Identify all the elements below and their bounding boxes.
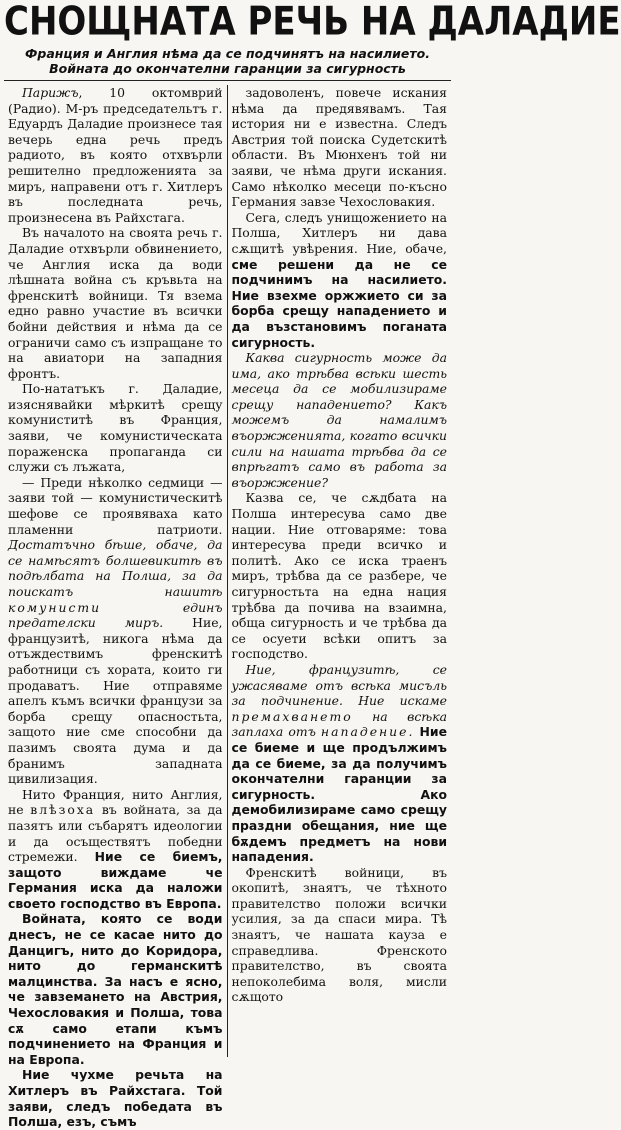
text-run: нападение. [320,724,415,740]
article-paragraph [8,85,223,225]
article-paragraph [232,490,448,662]
text-run: Ние, французитѣ, никога нѣма да отъждествимъ френскитѣ работници съ хората, които ги продаватъ. Ние отправяме апелъ къмъ всички французи за борба срещу опасностьта, защото ние сме способни да пазимъ своята дума и да бранимъ западната цивилизация. [8,615,223,787]
text-run: Каква сигурность може да има, ако трѣбва всѣки шесть месеца да се мобилизираме срещу нападението? Какъ можемъ да намалимъ въоржженията, когато всички сили на нашата трѣбва да се впрѣгатъ само въ работа за въоржжение? [231,350,447,490]
text-run: единъ предателски миръ. [8,599,223,631]
text-run: на всѣка заплаха отъ [231,708,447,740]
column-right [228,85,452,1057]
text-run: Сега, следъ унищожението на Полша, Хитлеръ ни дава сѫщитѣ увѣрения. Ние, обаче, [231,209,447,256]
article-body [4,85,451,1130]
text-run: Ние чухме речьта на Хитлеръ въ Райхстага. Той заяви, следъ победата въ Полша, езъ, съмъ [8,1067,223,1130]
text-run: Достатъчно бѣше, обаче, да се намѣсятъ болшевикитѣ въ подѣлбата на Полша, за да поискатъ нашитѣ [8,537,223,599]
text-run: По-нататъкъ г. Даладие, изяснявайки мѣркитѣ срещу комуниститѣ въ Франция, заяви, че комунистическата пораженска пропаганда си служи съ лъжата, [8,381,223,475]
text-run: — Преди нѣколко седмици — заяви той — комунистическитѣ шефове се проявяваха като пламенни патриоти. [8,474,223,537]
text-run: Ние, французитѣ, се ужасяваме отъ всѣка мисъль за подчинение. Ние искаме [231,661,447,709]
text-run: Казва се, че сѫдбата на Полша интересува само две нации. Ние отговаряме: това интересува преди всичко и политѣ. Ако се иска траенъ миръ, трѣбва да се разбере, че сигурностьта на една нация трѣбва да почива на взаимна, обща сигурность и че трѣбва да се осуети всѣки опитъ за господство. [231,490,447,662]
text-run: Нито Франция, нито Англия, не [8,786,223,818]
article-paragraph [232,865,448,1005]
article-paragraph [8,1067,223,1129]
text-run: Въ началото на своята речь г. Даладие отхвърли обвинението, че Англия иска да води лѣшната война съ кръвьта на френскитѣ войници. Тя взема едно равно участие въ всички бойни действия и нѣма да се ограничи само съ изпращане то на авиатори на западния фронтъ. [8,225,223,381]
text-run: сме решени да не се подчинимъ на насилието. Ние взехме оржжието си за борба срещу нападението и да възстановимъ поганата сигурность. [231,256,447,350]
article-paragraph [8,381,223,475]
article-paragraph [232,662,448,865]
text-run: Ние се биемъ, защото виждаме че Германия иска да наложи своето господство въ Европа. [8,849,223,911]
text-run: въ войната, за да пазятъ или събарятъ идеологии и да осъществятъ победни стремежи. [8,802,223,865]
article-paragraph [8,787,223,912]
text-run: Френскитѣ войници, въ окопитѣ, знаятъ, че тѣхното правителство положи всички усилия, за да спаси мира. Тѣ знаятъ, че нашата кауза е справедлива. Френското правителство, въ своята непоколебима воля, мисли сѫщото [231,864,447,1005]
article-paragraph [232,210,448,350]
headline: СНОЩНАТА РЕЧЬ НА ДАЛАДИЕ [4,0,621,46]
divider [4,80,451,81]
column-left [4,85,228,1130]
text-run: , 10 октомврий (Радио). М-ръ председательтъ г. Едуардъ Даладие произнесе тая вечерь една речь предъ радиото, въ която отхвърли решително предложенията за миръ, направени отъ г. Хитлеръ въ последната речь, произнесена въ Райхстага. [8,85,223,225]
article-paragraph [232,350,448,490]
text-run: комунисти [8,599,102,615]
text-run: задоволенъ, повече искания нѣма да предявявамъ. Тая история ни е известна. Следъ Австрия той поиска Судетскитѣ области. Въ Мюнхенъ той ни заяви, че нѣма други искания. Само нѣколко месеци по-късно Германия завзе Чехословакия. [231,85,447,210]
article-paragraph [8,475,223,787]
text-run: За насъ е ясно, че завземането на Австрия, Чехословакия и Полша, това сѫ само етапи къмъ подчинението на Франция и на Европа. [8,973,223,1067]
text-run: Ние се биеме и ще продължимъ да се биеме, за да получимъ окончателни гаранции за сигурность. Ако демобилизираме само срещу праздни обещания, ние ще бѫдемъ предметъ на нови нападения. [231,724,447,865]
text-run: влѣзоха [30,802,96,818]
article-paragraph [8,911,223,1067]
text-run: Войната, която се води днесъ, не се касае нито до Данцигъ, нито до Коридора, нито до германскитѣ малцинства. [8,911,223,989]
article-paragraph [8,225,223,381]
article-paragraph [232,85,448,210]
text-run: премахването [231,708,353,724]
text-run: Парижъ [22,85,79,100]
subheadline: Франция и Англия нѣма да се подчинятъ на насилието. Войната до окончателни гаранции за сигурность [25,46,430,76]
